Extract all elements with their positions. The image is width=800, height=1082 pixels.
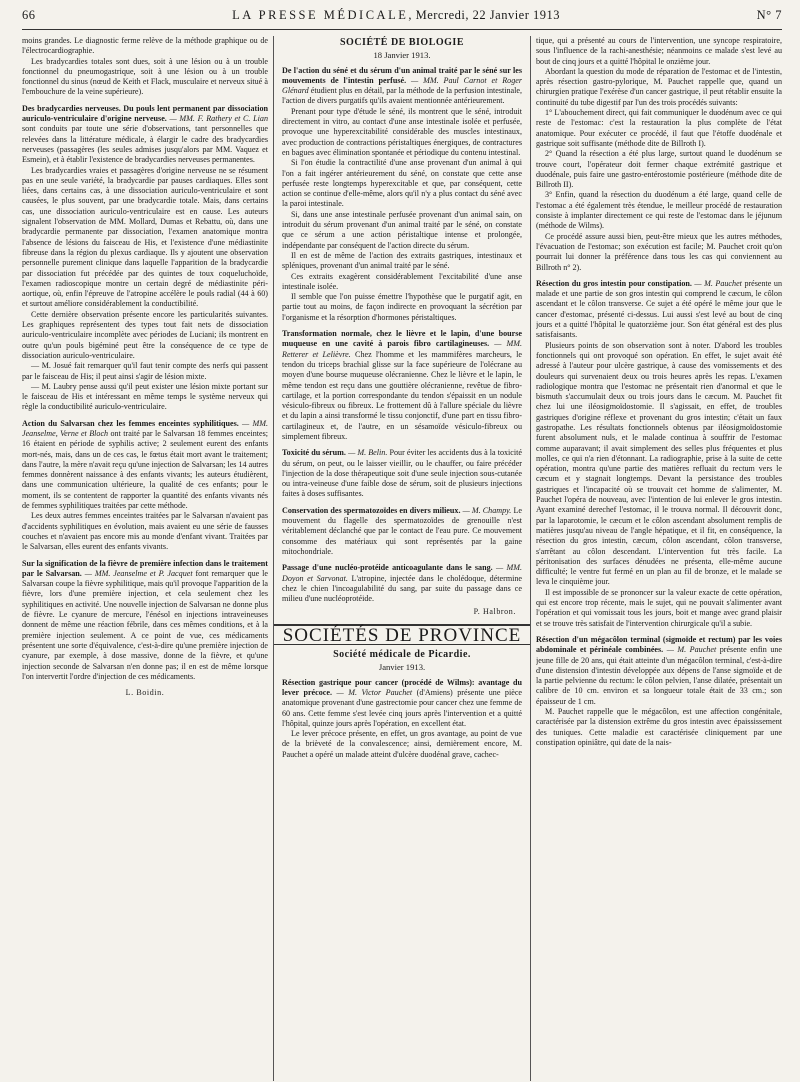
- article-resection-gastrique: [282, 678, 522, 729]
- signature: P. Halbron.: [473, 607, 516, 617]
- page-header: [22, 8, 782, 30]
- columns: [22, 36, 782, 1081]
- article-salvarsan: [22, 419, 268, 512]
- article-gros-intestin: [536, 279, 782, 341]
- article-text: font remarquer que le Salvarsan coupe la fièvre syphilitique, mais qu'il provoque l'apparition de la fièvre, lors d'une première injection, et cela seulement chez les syphilitiques en activité. Une nouvelle injection de Salvarsan ne donne plus de fièvre. Le cyanure de mercure, l'énésol en injections intraveineuses donnent de même une réaction fébrile, dans ces mêmes conditions, et à la première injection seulement. A ce point de vue, ces médicaments présentent une sorte d'équivalence, c'est-à-dire qu'une première injection de cyanure, par exemple, à dose massive, donne de la fièvre, et qu'une injection seconde de Salvarsan n'en donne pas; il en est de même lorsque l'on intervertit l'ordre d'injection de ces médicaments.: [22, 568, 268, 681]
- article-title: Passage d'une nucléo-protéide anticoagulante dans le sang.: [282, 563, 493, 573]
- article-authors: — MM. Doyon et Sarvonat.: [282, 563, 523, 583]
- section-date: 18 Janvier 1913.: [373, 50, 431, 61]
- society-date: Janvier 1913.: [378, 662, 426, 673]
- article-title: Action du Salvarsan chez les femmes enceintes syphilitiques.: [22, 418, 239, 428]
- article-text: Chez l'homme et les mammifères marcheurs, le tendon du triceps brachial glisse sur la face supérieure de l'olécrane au moyen d'une bourse muqueuse olécranienne. Chez le lièvre et le lapin, le même tendon est reçu dans une gouttière olécranienne, revêtue de fibro-cartilage, et la portion correspondante du tendon s'épaissit en un nodule vésiculo-fibreux ou fibreux. Le frottement dû à l'allure spéciale du lièvre et du lapin a ainsi transformé le tissu conjonctif, d'une part en tissu fibro-cartilagineux et, de l'autre, en un sésamoïde vésiculo-fibreux ou simplement fibreux.: [282, 349, 522, 441]
- issue-number: N° 7: [756, 8, 782, 22]
- paragraph: — M. Josué fait remarquer qu'il faut tenir compte des nerfs qui passent par le faisceau de His; il peut ainsi s'agir de lésion mixte.: [22, 361, 268, 381]
- article-bradycardies: [22, 104, 268, 166]
- article-title: Résection gastrique pour cancer (procédé de Wilms): avantage du lever précoce.: [282, 677, 522, 697]
- paragraph: Ce procédé assure aussi bien, peut-être mieux que les autres méthodes, l'évacuation de l'estomac; son exécution est facile; M. Pauchet croit qu'on pourrait lui donner la préférence dans tous les cas qui conviennent au Billroth n° 2).: [536, 231, 782, 272]
- paragraph: Il en est de même de l'action des extraits gastriques, intestinaux et spléniques, provenant d'un animal traité par le séné.: [282, 250, 522, 271]
- paragraph: Les bradycardies vraies et passagères d'origine nerveuse ne se résument pas en une seule variété, la bradycardie par pauses cardiaques. Elles sont liées, dans certains cas, à une dissociation auriculo-ventriculaire et sont causées, le plus souvent, par une bradycardie totale. Mais, dans certains cas, une dissociation auriculo-ventriculaire est en cause. Les auteurs signalent l'observation de MM. Mollard, Dumas et Rebattu, où, dans une bradycardie permanente par dissociation, l'examen anatomique montra l'absence de lésions du faisceau de His, et l'existence d'une médiastinite fibreuse dans la région du plexus cardiaque. Ils y ajoutent une observation personnelle purement clinique dans laquelle l'apparition de la bradycardie par dissociation fut précédée par des quintes de toux coqueluchoïde, l'examen radioscopique montre un certain degré de médiastinite péri-aortique, où, enfin l'épreuve de l'atropine accélère le pouls radial (44 à 60) et surtout améliore considérablement la conductibilité.: [22, 165, 268, 309]
- article-authors: — MM. F. Rathery et C. Lian: [169, 114, 268, 124]
- paragraph: Les deux autres femmes enceintes traitées par le Salvarsan n'avaient pas d'accidents syphilitiques en évolution, mais avaient eu une série de fausses couches et n'avaient pas encore mis au monde d'enfant vivant. Traitées par le Salvarsan, elles eurent des enfants vivants.: [22, 511, 268, 552]
- paragraph: Abordant la question du mode de réparation de l'estomac et de l'intestin, après résection gastro-pylorique, M. Pauchet rappelle que, quand un chirurgien pratique l'exérèse d'un cancer gastrique, il peut rétablir ensuite la continuité du tube digestif par l'un des trois procédés suivants:: [536, 66, 782, 107]
- article-authors: — MM. Paul Carnot et Roger Glénard: [282, 75, 522, 96]
- article-toxicite: [282, 448, 522, 499]
- page-number: 66: [22, 8, 36, 22]
- article-nucleo-proteide: [282, 563, 522, 604]
- signature: L. Boidin.: [125, 688, 165, 698]
- provinces-banner: SOCIÉTÉS DE PROVINCE: [274, 624, 530, 645]
- article-text: (d'Amiens) présente une pièce anatomique provenant d'une gastrectomie pour cancer chez une femme de 60 ans. Cette femme s'est levée cinq jours après l'intervention et a quitté l'hôpital, quinze jours après l'opération, en excellent état.: [282, 687, 523, 728]
- article-text: sont conduits par toute une série d'observations, tant personnelles que relevées dans la littérature médicale, à élargir le cadre des bradycardies nerveuses (passagères (les seules admises jusqu'alors par MM. Vaquez et Esmein), et à établir l'existence de bradycardies nerveuses permanentes.: [22, 124, 268, 165]
- paragraph: Si l'on étudie la contractilité d'une anse provenant d'un animal à qui l'on a fait ingérer antérieurement du séné, on constate que cette anse perfusée reste longtemps hyperexcitable et que, par conséquent, cette action se continue d'elle-même, alors qu'il n'y a plus contact du séné avec la paroi intestinale.: [282, 158, 522, 209]
- issue-date: Mercredi, 22 Janvier 1913: [415, 8, 560, 22]
- article-text: étudient plus en détail, par la méthode de la perfusion intestinale, l'action de divers purgatifs qu'ils avaient mentionnée antérieurement.: [282, 86, 522, 106]
- paragraph: Les bradycardies totales sont dues, soit à une lésion ou à un trouble fonctionnel du pneumogastrique, soit à une lésion ou à un trouble fonctionnel du sinus (nœud de Keith et Flack, musculaire et nerveux situé à l'embouchure de la veine supérieure).: [22, 56, 268, 97]
- journal-title: LA PRESSE MÉDICALE: [232, 8, 409, 22]
- paragraph: Ces extraits exagèrent considérablement l'excitabilité d'une anse intestinale isolée.: [282, 271, 522, 291]
- paragraph: tique, qui a présenté au cours de l'intervention, une syncope respiratoire, sous l'influence de la rachi-anesthésie; néanmoins ce malade s'est levé au bout de cinq jours et a quitté l'hôpital le onzième jour.: [536, 36, 782, 66]
- article-authors: — MM. Jeanselme, Verne et Bloch: [22, 418, 268, 438]
- article-authors: — M. Pauchet: [666, 645, 717, 655]
- column-left: [22, 36, 268, 1081]
- article-title: Conservation des spermatozoïdes en divers milieux.: [282, 505, 461, 515]
- paragraph: — M. Laubry pense aussi qu'il peut exister une lésion mixte portant sur le faisceau de His et intéressant en même temps le système nerveux qui règle la conductibilité auriculo-ventriculaire.: [22, 381, 268, 412]
- article-text: Pour éviter les accidents dus à la toxicité du sérum, on peut, ou le laisser vieillir, ou le chauffer, ou faire précéder l'injection de la dose thérapeutique soit d'une seule injection sous-cutanée ou intra-veineuse d'une faible dose de sérum, soit de plusieurs injections faites à doses suffisantes.: [282, 448, 522, 499]
- paragraph: moins grandes. Le diagnostic ferme relève de la méthode graphique ou de l'électrocardiographie.: [22, 36, 268, 56]
- article-fievre: [22, 559, 268, 683]
- paragraph: Cette dernière observation présente encore les particularités suivantes. Les graphiques représentent des types tout fait nets de dissociation auriculo-ventriculaire incomplète avec périodes de Luciani; ils montrent en outre qu'un pouls bigéminé peut être la conséquence de ce type de dissociation auriculo-ventriculaire.: [22, 309, 268, 360]
- paragraph: Prenant pour type d'étude le séné, ils montrent que le séné, introduit directement in vitro, au contact d'une anse intestinale isolée et perfusée, provoque une hyperexcitabilité considérable des muscles intestinaux, avec production de contractions péristaltiques énergiques, de contractures en bagues avec élimination spontanée et périodique du contenu intestinal.: [282, 106, 522, 157]
- paragraph: Si, dans une anse intestinale perfusée provenant d'un animal sain, on introduit du sérum provenant d'un animal traité par le séné, on constate que ce sérum a une action péristaltique intense et prolongée, indépendante par conséquent de l'action directe du sérum.: [282, 209, 522, 250]
- article-authors: — MM. Retterer et Lelièvre.: [282, 339, 522, 359]
- paragraph: 1° L'abouchement direct, qui fait communiquer le duodénum avec ce qui reste de l'estomac: c'est la restauration la plus complète de l'état anatomique. Pour exécuter ce procédé, il faut que l'étoffe duodénale et gastrique soit suffisante (méthode dite de Billroth I).: [536, 108, 782, 148]
- paragraph: Plusieurs points de son observation sont à noter. D'abord les troubles fonctionnels qui ont provoqué son opération. En effet, le sujet avait été adressé à l'auteur pour ulcère gastrique, à cause des vomissements et des douleurs qui survenaient deux ou trois heures après les repas. L'examen radiologique montra que l'estomac ne présentait rien d'anormal et que le bismuth s'accumulait deux ou trois jours dans le cæcum. M. Pauchet fit chez lui une iléosigmoïdostomie. Il s'agissait, en effet, de troubles gastriques d'origine réflexe et provenant du gros intestin; c'était un faux gastropathe. Les résultats fonctionnels obtenus par iléosigmoïdostomie furent absolument nuls, et le malade continua à souffrir de l'estomac comme auparavant; il avait simplement des selles plus fréquentes et plus molles, ce qui n'a rien d'étonnant. La radiographie, prise à la suite de cette opération, montra qu'une partie des matières refluait du rectum vers le cæcum et y stagnait longtemps. Devant la persistance des troubles gastriques et l'incapacité où se trouvait cet homme de s'alimenter, M. Pauchet l'opéra de nouveau, avec l'intention de lui enlever le gros intestin. Ayant examiné derechef l'estomac, il le trouva normal. Il découvrit donc, par la laparotomie, le cæcum et le côlon ascendant absolument remplis de matières jusqu'au niveau de l'angle hépatique, et il fit, en conséquence, la résection du gros intestin, cæcum, côlon ascendant, côlon transverse, s'arrêtant au côlon descendant. L'intervention fut très facile. La péritonisation des surfaces dénudées ne présenta, elle-même aucune difficulté; le ventre fut fermé en un plan au fil de bronze, et le malade se leva le cinquième jour.: [536, 340, 782, 587]
- article-title: Sur la signification de la fièvre de première infection dans le traitement par le Salvarsan.: [22, 558, 268, 578]
- paragraph: M. Pauchet rappelle que le mégacôlon, est une affection congénitale, caractérisée par la distension extrême du gros intestin avec épaississement des tuniques. Cette maladie est caractérisée cliniquement par une constipation opiniâtre, qui date de la nais-: [536, 707, 782, 747]
- article-spermatozoides: [282, 506, 522, 557]
- column-right: [536, 36, 782, 1081]
- article-sene: [282, 66, 522, 107]
- article-title: Résection du gros intestin pour constipation.: [536, 278, 692, 288]
- article-megacolon: [536, 635, 782, 707]
- column-middle: [273, 36, 531, 1081]
- paragraph: Il semble que l'on puisse émettre l'hypothèse que le purgatif agit, en partie tout au moins, de façon indirecte en provoquant la sécrétion par l'organisme et la résorption d'hormones péristaltiques.: [282, 292, 522, 322]
- header-center: LA PRESSE MÉDICALE, Mercredi, 22 Janvier 1913: [232, 8, 560, 22]
- paragraph: Le lever précoce présente, en effet, un gros avantage, au point de vue de la brièveté de la convalescence; ainsi, dernièrement encore, M. Pauchet a opéré un malade atteint d'ulcère duodénal grave, cachec-: [282, 729, 522, 759]
- article-text: Le mouvement du flagelle des spermatozoïdes de grenouille n'est véritablement déclanché que par le contact de l'eau pure. Ce mouvement consomme des matériaux qui sont représentés par la gaine mitochondriale.: [282, 505, 522, 556]
- paragraph: Il est impossible de se prononcer sur la valeur exacte de cette opération, qui est encore trop récente, mais le sujet, qui ne pouvait s'alimenter avant l'opération et qui vomissait tous les jours, boit et mange avec grand plaisir et se trouve très satisfait de l'intervention chirurgicale qu'il a subie.: [536, 587, 782, 628]
- article-authors: — M. Belin.: [348, 448, 388, 458]
- paragraph: 3° Enfin, quand la résection du duodénum a été large, quand celle de l'estomac a été également très étendue, le meilleur procédé de restauration consiste à implanter directement ce qui reste de l'estomac dans le jéjunum (méthode de Wilms).: [536, 190, 782, 231]
- article-bourse: [282, 329, 522, 442]
- article-title: Des bradycardies nerveuses. Du pouls lent permanent par dissociation auriculo-ventriculaire d'origine nerveuse.: [22, 103, 268, 124]
- article-title: Toxicité du sérum.: [282, 448, 346, 458]
- article-authors: — M. Victor Pauchet: [336, 687, 413, 697]
- society-name: Société médicale de Picardie.: [333, 649, 471, 661]
- article-authors: — M. Pauchet: [694, 278, 742, 288]
- article-authors: — M. Champy.: [462, 505, 512, 515]
- article-text: ont traité par le Salvarsan 18 femmes enceintes; 16 étaient en période de syphilis active; 2 seulement eurent des enfants mort-nés, mais, dans un de ces cas, le fœtus était mort avant le traitement; dans l'autre, la mère n'avait reçu qu'une injection de Salvarsan; les 14 autres femmes donnèrent naissance à des enfants vivants; les auteurs étudièrent, dans une communication ultérieure, la qualité de ces enfants; pour le moment, ils se contentent de rapporter la quantité des enfants vivants nés de femmes syphilitiques traitées par cette méthode.: [22, 428, 268, 511]
- article-title: De l'action du séné et du sérum d'un animal traité par le séné sur les mouvements de l'intestin perfusé.: [282, 65, 522, 85]
- article-text: présente enfin une jeune fille de 20 ans, qui était atteinte d'un mégacôlon terminal, c'est-à-dire d'une distension d'intestin développée aux dépens de l'anse sigmoïde et de la partie pelvienne du rectum: le côlon pelvien, l'anse dilatée, présentait un calibre de 10 cm. environ et sa longueur totale était de 33 cm.; son épaisseur de 1 cm.: [536, 645, 782, 706]
- article-title: Résection d'un mégacôlon terminal (sigmoïde et rectum) par les voies abdominale et périnéale combinées.: [536, 634, 782, 655]
- article-title: Transformation normale, chez le lièvre et le lapin, d'une bourse muqueuse en une cavité à parois fibro cartilagineuses.: [282, 329, 522, 349]
- article-authors: — MM. Jeanselme et P. Jacquet: [84, 568, 193, 578]
- article-text: présente un malade et une partie de son gros intestin qui comprend le cæcum, le côlon ascendant et le côlon transverse. Ce sujet a été opéré le même jour que le cancer d'estomac, présenté ci-dessus. Lui aussi s'est levé au bout de cinq jours et a quitté l'hôpital le quatorzième jour. Son état général est des plus satisfaisants.: [536, 278, 782, 340]
- article-text: L'atropine, injectée dans le cholédoque, détermine chez le chien l'incoagulabilité du sang, par suite du passage dans ce milieu d'une nucléoprotéide.: [282, 573, 523, 604]
- paragraph: 2° Quand la résection a été plus large, surtout quand le duodénum se trouve court, l'opérateur doit fermer chaque extrémité gastrique et duodénale, puis faire une gastro-entérostomie postérieure (méthode dite de Billroth II).: [536, 149, 782, 190]
- section-title: SOCIÉTÉ DE BIOLOGIE: [340, 37, 464, 48]
